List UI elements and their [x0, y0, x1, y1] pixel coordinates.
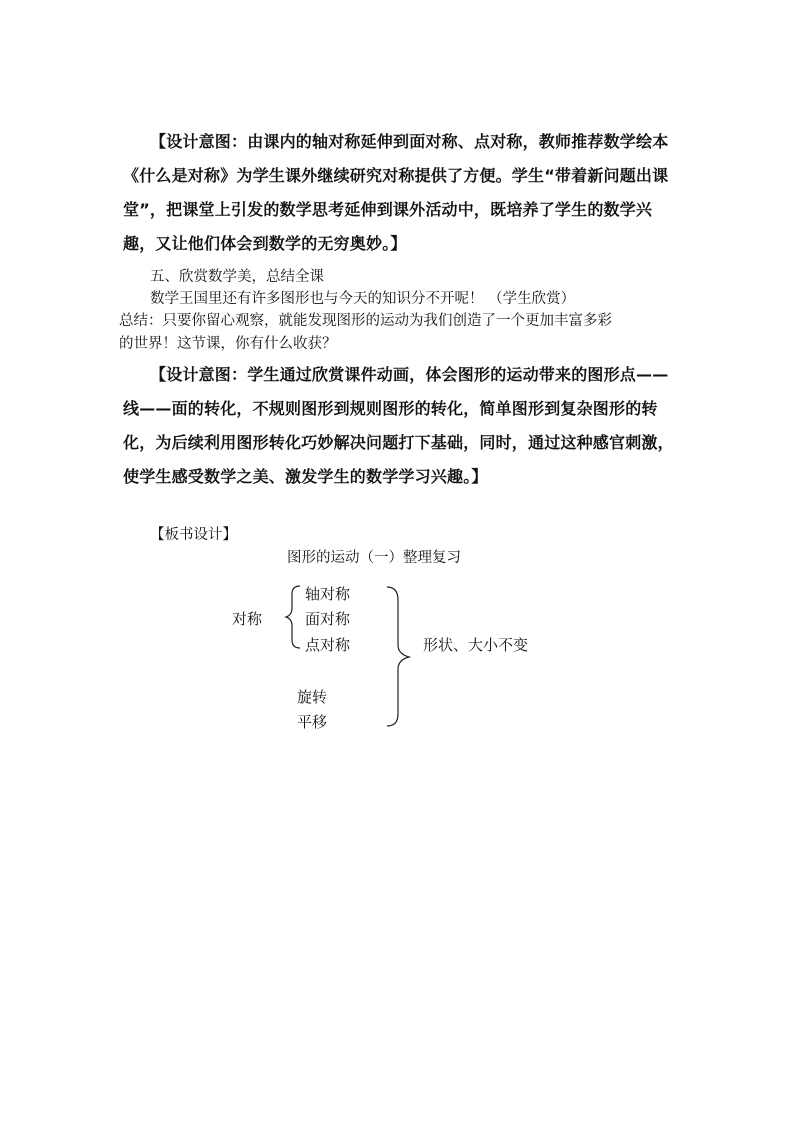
- paragraph-line: 堂”，把课堂上引发的数学思考延伸到课外活动中，既培养了学生的数学兴: [123, 200, 653, 219]
- label-axis-symmetry: 轴对称: [305, 585, 351, 603]
- paragraph-line: 【设计意图：学生通过欣赏课件动画，体会图形的运动带来的图形点——: [150, 365, 669, 384]
- paragraph-line: 【设计意图：由课内的轴对称延伸到面对称、点对称，教师推荐数学绘本: [150, 132, 669, 151]
- label-translation: 平移: [297, 713, 328, 731]
- label-rotation: 旋转: [297, 688, 328, 706]
- label-plane-symmetry: 面对称: [305, 610, 351, 628]
- label-invariant: 形状、大小不变: [423, 636, 529, 654]
- label-point-symmetry: 点对称: [305, 636, 351, 654]
- paragraph-line: 总结：只要你留心观察，就能发现图形的运动为我们创造了一个更加丰富多彩: [119, 313, 612, 329]
- paragraph-line: 化，为后续利用图形转化巧妙解决问题打下基础，同时，通过这种感官刺激，: [123, 433, 674, 452]
- left-brace: [286, 586, 300, 648]
- board-design-heading: 【板书设计】: [150, 527, 237, 543]
- section-heading: 五、欣赏数学美，总结全课: [150, 269, 324, 285]
- paragraph-line: 的世界！这节课，你有什么收获？: [119, 336, 337, 352]
- paragraph-line: 数学王国里还有许多图形也与今天的知识分不开呢！ （学生欣赏）: [150, 291, 576, 307]
- right-brace: [387, 587, 409, 726]
- label-symmetry: 对称: [232, 610, 263, 628]
- board-title: 图形的运动（一）整理复习: [287, 550, 461, 566]
- paragraph-line: 趣，又让他们体会到数学的无穷奥妙。】: [123, 234, 407, 253]
- paragraph-line: 线——面的转化，不规则图形到规则图形的转化，简单图形到复杂图形的转: [123, 399, 658, 418]
- paragraph-line: 使学生感受数学之美、激发学生的数学学习兴趣。】: [123, 467, 488, 486]
- paragraph-line: 《什么是对称》为学生课外继续研究对称提供了方便。学生“带着新问题出课: [123, 166, 669, 185]
